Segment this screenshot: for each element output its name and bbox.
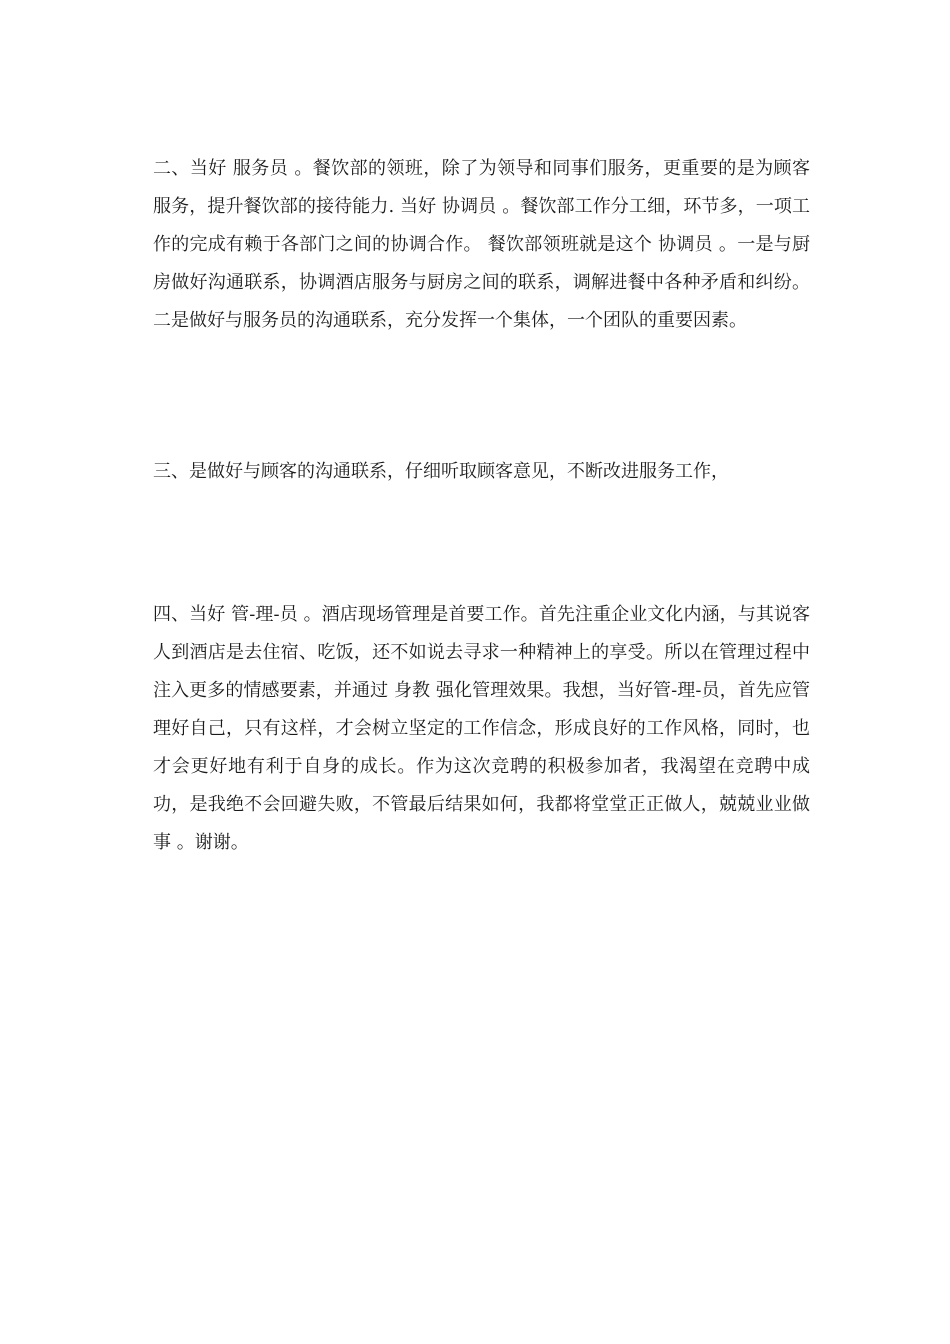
paragraph-section-4: 四、当好 管-理-员 。酒店现场管理是首要工作。首先注重企业文化内涵，与其说客人到酒店是去住宿、吃饭，还不如说去寻求一种精神上的享受。所以在管理过程中注入更多的情感要素，并通过 身教 强化管理效果。我想，当好管-理-员，首先应管理好自己，只有这样，才会树立坚定的工作信念，形成良好的工作风格，同时，也才会更好地有利于自身的成长。作为这次竞聘的积极参加者，我渴望在竞聘中成功，是我绝不会回避失败，不管最后结果如何，我都将堂堂正正做人，兢兢业业做事 。谢谢。 <box>153 604 810 853</box>
paragraph-section-2: 二、当好 服务员 。餐饮部的领班，除了为领导和同事们服务，更重要的是为顾客服务，提升餐饮部的接待能力. 当好 协调员 。餐饮部工作分工细，环节多，一项工作的完成有赖于各部门之间的协调合作。 餐饮部领班就是这个 协调员 。一是与厨房做好沟通联系，协调酒店服务与厨房之间的联系，调解进餐中各种矛盾和纠纷。二是做好与服务员的沟通联系，充分发挥一个集体，一个团队的重要因素。 <box>153 158 810 331</box>
paragraph-section-3: 三、是做好与顾客的沟通联系，仔细听取顾客意见，不断改进服务工作， <box>153 461 729 482</box>
document-body <box>145 150 810 862</box>
